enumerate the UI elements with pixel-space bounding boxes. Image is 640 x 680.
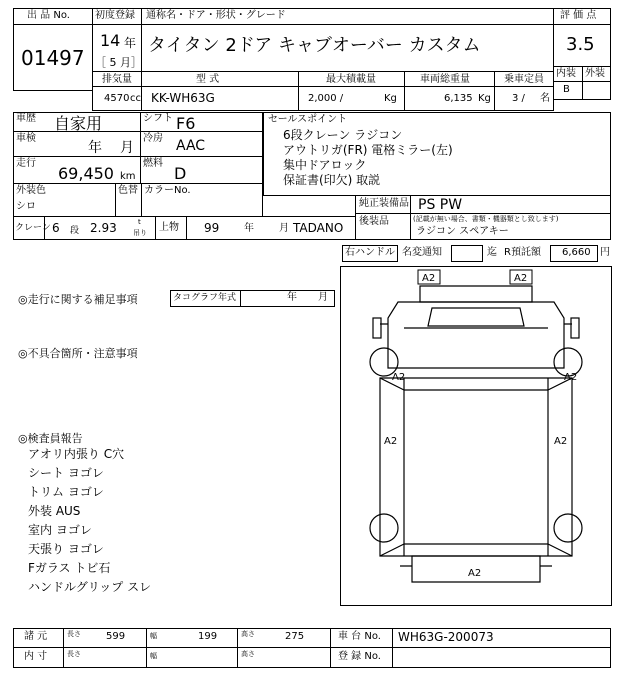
name-change-until: 迄: [487, 247, 497, 258]
damage-mark: A2: [422, 273, 436, 284]
chassis-label: 車 台 No.: [338, 631, 381, 642]
tacho-month: 月: [318, 292, 328, 303]
length-value: 599: [106, 631, 126, 642]
crane-stages: 6: [52, 221, 60, 235]
cooling-label: 冷房: [143, 133, 163, 144]
crane-capacity-unit-top: t: [138, 218, 141, 226]
color-number-label: カラーNo.: [144, 185, 191, 196]
history-label: 車歴: [16, 113, 36, 124]
inspector-item: ハンドルグリップ スレ: [28, 580, 152, 594]
capacity-value: 3 /: [512, 93, 525, 104]
shift-value: F6: [176, 114, 196, 133]
max-load-unit: Kg: [384, 93, 397, 104]
color-value: シロ: [16, 201, 36, 212]
gross-weight-value: 6,135: [444, 93, 473, 104]
damage-mark: A2: [564, 372, 578, 383]
upper-label: 上物: [159, 222, 179, 233]
chassis-value: WH63G-200073: [398, 630, 494, 644]
inspector-item: Fガラス トビ石: [28, 561, 111, 575]
recycle-value: 6,660: [562, 247, 591, 258]
displacement-unit: cc: [130, 93, 141, 104]
length-label: 長さ: [67, 630, 81, 638]
damage-mark: A2: [384, 436, 398, 447]
sales-title: セールスポイント: [268, 114, 348, 125]
steering-value: 右ハンドル: [345, 247, 395, 258]
first-reg-month: ［ 5 月］: [95, 56, 142, 69]
inspector-item: 天張り ヨゴレ: [28, 542, 104, 556]
gross-weight-unit: Kg: [478, 93, 491, 104]
details-box: [13, 112, 263, 217]
crane-capacity-unit-bottom: 吊り: [133, 229, 147, 237]
model-code-label: 型 式: [196, 74, 220, 85]
name-label: 通称名・ドア・形状・グレード: [146, 10, 286, 21]
inspector-item: アオリ内張り C穴: [28, 447, 125, 461]
sales-point-2: アウトリガ(FR) 電格ミラー(左): [283, 143, 453, 157]
mileage-value: 69,450: [58, 164, 114, 183]
inspection-year: 年: [88, 140, 102, 156]
mileage-unit: km: [120, 171, 136, 182]
first-reg-label: 初度登録: [95, 10, 135, 21]
fuel-label: 燃料: [143, 158, 163, 169]
crane-maker: TADANO: [293, 221, 344, 235]
damage-mark: A2: [554, 436, 568, 447]
interior-width-label: 幅: [150, 652, 157, 660]
model-code-value: KK-WH63G: [151, 91, 215, 105]
height-label: 高さ: [241, 630, 255, 638]
genuine-label: 純正装備品: [359, 198, 409, 209]
aftermarket-label: 後装品: [359, 216, 389, 227]
truck-damage-diagram: [340, 266, 612, 606]
color-change-label: 色替: [118, 185, 138, 196]
inspector-item: 室内 ヨゴレ: [28, 523, 92, 537]
name-change-field: [451, 245, 483, 262]
lot-number: 01497: [21, 46, 85, 70]
inspection-month: 月: [120, 140, 134, 156]
tacho-label: タコグラフ年式: [173, 293, 237, 303]
shift-label: シフト: [143, 113, 173, 124]
crane-stage-unit: 段: [70, 226, 80, 236]
genuine-value: PS PW: [418, 197, 463, 213]
cooling-value: AAC: [176, 138, 206, 154]
inspector-item: トリム ヨゴレ: [28, 485, 104, 499]
inspector-heading: ◎検査員報告: [18, 432, 83, 445]
interior-height-label: 高さ: [241, 650, 255, 658]
crane-capacity: 2.93: [90, 221, 117, 235]
register-label: 登 録 No.: [338, 651, 381, 662]
driving-heading: ◎走行に関する補足事項: [18, 293, 138, 306]
tacho-year: 年: [287, 292, 297, 303]
upper-year: 99: [204, 221, 220, 235]
fuel-value: D: [174, 164, 187, 183]
interior-dims-label: 内 寸: [24, 651, 48, 662]
upper-year-unit: 年: [244, 223, 254, 234]
height-value: 275: [285, 631, 305, 642]
damage-mark: A2: [392, 372, 406, 383]
model-name: タイタン 2ドア キャブオーバー カスタム: [148, 35, 481, 56]
sales-point-3: 集中ドアロック: [283, 158, 367, 172]
width-label: 幅: [150, 632, 157, 640]
sales-point-4: 保証書(印欠) 取説: [283, 173, 381, 187]
interior-grade: B: [563, 84, 570, 95]
displacement-value: 4570: [104, 93, 130, 104]
recycle-label: R預託額: [504, 247, 541, 258]
gross-weight-label: 車両総重量: [420, 74, 470, 85]
first-reg-year: 14: [100, 31, 121, 50]
exterior-label: 外装: [585, 68, 605, 79]
width-value: 199: [198, 631, 218, 642]
capacity-label: 乗車定員: [504, 74, 544, 85]
inspection-label: 車検: [16, 133, 36, 144]
damage-mark: A2: [468, 568, 482, 579]
lot-label: 出 品 No.: [27, 10, 70, 21]
mileage-label: 走行: [16, 158, 36, 169]
max-load-label: 最大積載量: [326, 74, 376, 85]
dims-label: 諸 元: [24, 631, 48, 642]
interior-length-label: 長さ: [67, 650, 81, 658]
displacement-label: 排気量: [102, 74, 132, 85]
upper-month-unit: 月: [279, 223, 289, 234]
capacity-unit: 名: [540, 93, 550, 104]
name-change-label: 名変通知: [402, 247, 442, 258]
color-label: 外装色: [16, 185, 46, 196]
crane-label: クレーン: [15, 223, 51, 233]
overall-score: 3.5: [566, 34, 595, 55]
defects-heading: ◎不具合箇所・注意事項: [18, 347, 138, 360]
first-reg-year-unit: 年: [124, 36, 137, 50]
history-value: 自家用: [54, 114, 103, 133]
inspector-item: 外装 AUS: [28, 504, 81, 518]
inspector-item: シート ヨゴレ: [28, 466, 104, 480]
recycle-yen: 円: [600, 247, 610, 258]
aftermarket-value: ラジコン スペアキー: [416, 226, 509, 237]
damage-mark: A2: [514, 273, 528, 284]
grade-label: 評 価 点: [560, 10, 597, 21]
sales-point-1: 6段クレーン ラジコン: [283, 128, 403, 142]
max-load-value: 2,000 /: [308, 93, 344, 104]
footer-box: [13, 628, 611, 668]
aftermarket-note: (記載が無い場合、書類・機器類とし致します): [413, 215, 559, 223]
interior-label: 内装: [556, 68, 576, 79]
